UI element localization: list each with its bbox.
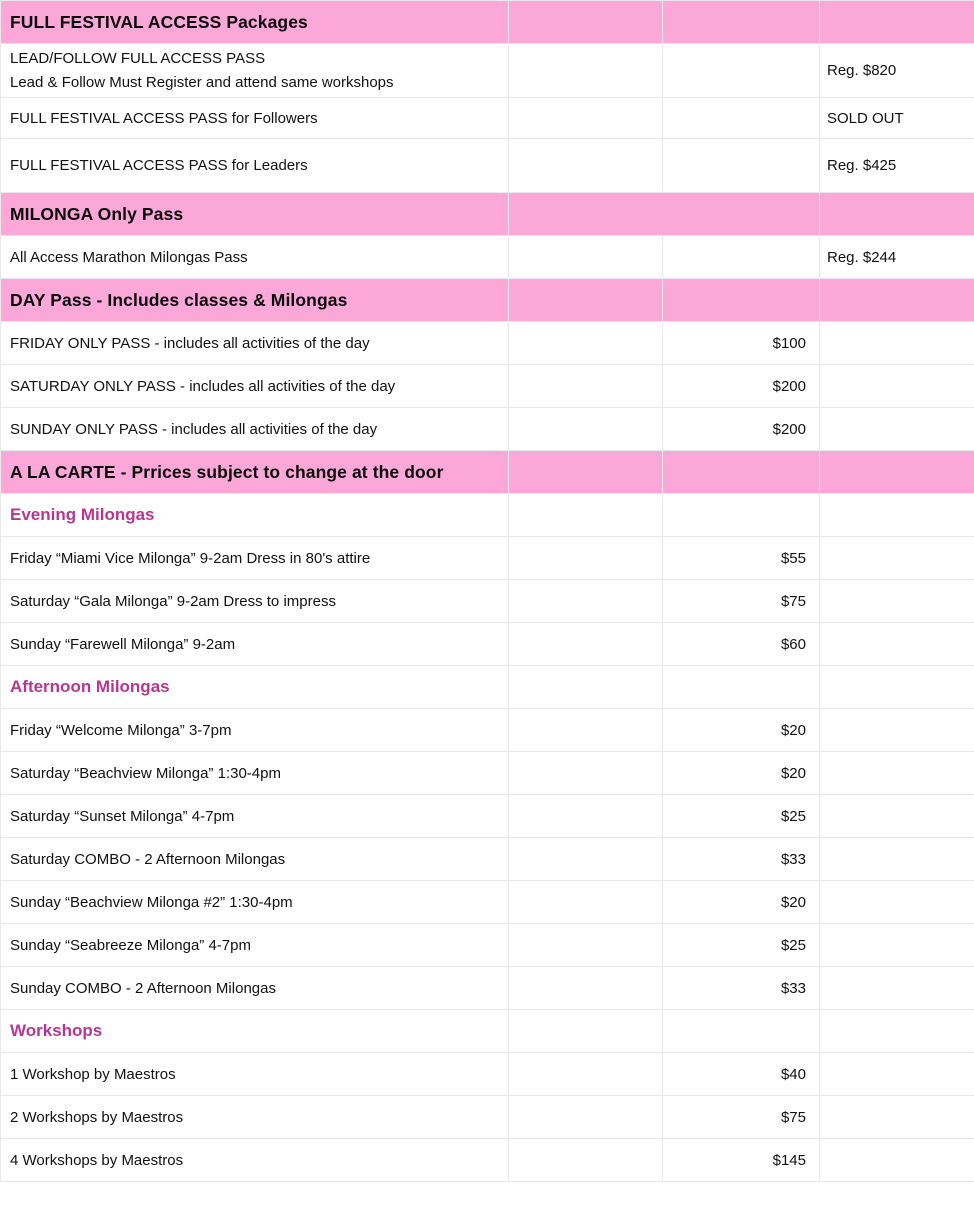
subsection-title-cell: Afternoon Milongas <box>1 666 509 709</box>
price-cell: $75 <box>663 580 820 623</box>
price-cell: $145 <box>663 1139 820 1182</box>
spacer-cell <box>509 494 663 537</box>
price-cell: $100 <box>663 322 820 365</box>
spacer-cell <box>509 709 663 752</box>
item-label-cell: FRIDAY ONLY PASS - includes all activities of the day <box>1 322 509 365</box>
section-title-cell: DAY Pass - Includes classes & Milongas <box>1 279 509 322</box>
table-row <box>1 580 974 623</box>
table-row <box>1 98 974 139</box>
price-cell <box>663 139 820 193</box>
spacer-cell <box>820 1010 974 1053</box>
note-cell <box>820 322 974 365</box>
table-row <box>1 881 974 924</box>
section-title-cell: FULL FESTIVAL ACCESS Packages <box>1 1 509 44</box>
item-label-cell: Sunday COMBO - 2 Afternoon Milongas <box>1 967 509 1010</box>
note-cell: Reg. $244 <box>820 236 974 279</box>
price-cell <box>663 98 820 139</box>
spacer-cell <box>509 752 663 795</box>
spacer-cell <box>509 279 663 322</box>
section-title-cell: MILONGA Only Pass <box>1 193 509 236</box>
note-cell <box>820 537 974 580</box>
table-row <box>1 795 974 838</box>
note-cell <box>820 881 974 924</box>
item-label-cell: FULL FESTIVAL ACCESS PASS for Followers <box>1 98 509 139</box>
spacer-cell <box>509 193 820 236</box>
item-label-line2: Lead & Follow Must Register and attend same workshops <box>10 73 394 91</box>
item-label-cell: Sunday “Farewell Milonga” 9-2am <box>1 623 509 666</box>
note-cell: Reg. $820 <box>820 44 974 98</box>
note-cell <box>820 365 974 408</box>
price-cell <box>663 236 820 279</box>
spacer-cell <box>509 44 663 98</box>
spacer-cell <box>820 666 974 709</box>
item-label-cell: Sunday “Beachview Milonga #2” 1:30-4pm <box>1 881 509 924</box>
spacer-cell <box>509 967 663 1010</box>
note-cell <box>820 924 974 967</box>
note-cell <box>820 795 974 838</box>
section-header-row <box>1 193 974 236</box>
item-label-cell: 2 Workshops by Maestros <box>1 1096 509 1139</box>
spacer-cell <box>509 795 663 838</box>
item-label-cell: 1 Workshop by Maestros <box>1 1053 509 1096</box>
table-row <box>1 44 974 98</box>
note-cell <box>820 408 974 451</box>
note-cell <box>820 967 974 1010</box>
spacer-cell <box>820 193 974 236</box>
table-row <box>1 537 974 580</box>
note-cell <box>820 623 974 666</box>
spacer-cell <box>509 365 663 408</box>
spacer-cell <box>509 623 663 666</box>
subsection-title-cell: Workshops <box>1 1010 509 1053</box>
pricing-table-body <box>1 1 974 1182</box>
spacer-cell <box>509 139 663 193</box>
table-row <box>1 1139 974 1182</box>
spacer-cell <box>820 1 974 44</box>
item-label-cell: FULL FESTIVAL ACCESS PASS for Leaders <box>1 139 509 193</box>
spacer-cell <box>509 1139 663 1182</box>
spacer-cell <box>509 881 663 924</box>
table-row <box>1 924 974 967</box>
spacer-cell <box>663 1 820 44</box>
note-cell <box>820 1053 974 1096</box>
subsection-header-row <box>1 494 974 537</box>
note-cell <box>820 1139 974 1182</box>
item-label-cell: Friday “Miami Vice Milonga” 9-2am Dress in 80's attire <box>1 537 509 580</box>
spacer-cell <box>663 279 820 322</box>
price-cell: $200 <box>663 365 820 408</box>
price-cell: $40 <box>663 1053 820 1096</box>
section-header-row <box>1 1 974 44</box>
table-row <box>1 838 974 881</box>
section-header-row <box>1 279 974 322</box>
item-label-cell: Saturday “Sunset Milonga” 4-7pm <box>1 795 509 838</box>
spacer-cell <box>509 1096 663 1139</box>
spacer-cell <box>509 580 663 623</box>
item-label-cell: Saturday “Beachview Milonga” 1:30-4pm <box>1 752 509 795</box>
price-cell: $75 <box>663 1096 820 1139</box>
item-label-cell: Saturday “Gala Milonga” 9-2am Dress to impress <box>1 580 509 623</box>
price-cell: $20 <box>663 752 820 795</box>
table-row <box>1 365 974 408</box>
table-row <box>1 1053 974 1096</box>
spacer-cell <box>509 322 663 365</box>
note-cell: SOLD OUT <box>820 98 974 139</box>
table-row <box>1 623 974 666</box>
table-row <box>1 322 974 365</box>
note-cell <box>820 752 974 795</box>
table-row <box>1 139 974 193</box>
spacer-cell <box>820 494 974 537</box>
note-cell <box>820 709 974 752</box>
price-cell: $55 <box>663 537 820 580</box>
spacer-cell <box>509 451 663 494</box>
price-cell: $60 <box>663 623 820 666</box>
spacer-cell <box>663 666 820 709</box>
spacer-cell <box>509 1 663 44</box>
spacer-cell <box>509 924 663 967</box>
note-cell <box>820 838 974 881</box>
subsection-header-row <box>1 666 974 709</box>
spacer-cell <box>663 451 820 494</box>
price-cell: $33 <box>663 838 820 881</box>
item-label-cell: SUNDAY ONLY PASS - includes all activities of the day <box>1 408 509 451</box>
table-row <box>1 967 974 1010</box>
price-cell: $20 <box>663 709 820 752</box>
spacer-cell <box>509 666 663 709</box>
spacer-cell <box>820 451 974 494</box>
note-cell: Reg. $425 <box>820 139 974 193</box>
item-label-cell <box>1 44 509 98</box>
table-row <box>1 752 974 795</box>
price-cell: $25 <box>663 795 820 838</box>
price-cell: $25 <box>663 924 820 967</box>
spacer-cell <box>509 1010 663 1053</box>
spacer-cell <box>509 408 663 451</box>
spacer-cell <box>663 1010 820 1053</box>
item-label-cell: All Access Marathon Milongas Pass <box>1 236 509 279</box>
price-cell <box>663 44 820 98</box>
spacer-cell <box>663 494 820 537</box>
price-cell: $200 <box>663 408 820 451</box>
item-label-cell: Friday “Welcome Milonga” 3-7pm <box>1 709 509 752</box>
table-row <box>1 236 974 279</box>
note-cell <box>820 1096 974 1139</box>
subsection-header-row <box>1 1010 974 1053</box>
spacer-cell <box>509 98 663 139</box>
subsection-title-cell: Evening Milongas <box>1 494 509 537</box>
spacer-cell <box>509 537 663 580</box>
note-cell <box>820 580 974 623</box>
spacer-cell <box>820 279 974 322</box>
section-title-cell: A LA CARTE - Prrices subject to change at the door <box>1 451 509 494</box>
table-row <box>1 408 974 451</box>
spacer-cell <box>509 1053 663 1096</box>
item-label-cell: 4 Workshops by Maestros <box>1 1139 509 1182</box>
price-cell: $20 <box>663 881 820 924</box>
table-row <box>1 709 974 752</box>
spacer-cell <box>509 236 663 279</box>
item-label-cell: SATURDAY ONLY PASS - includes all activities of the day <box>1 365 509 408</box>
item-label-cell: Saturday COMBO - 2 Afternoon Milongas <box>1 838 509 881</box>
table-row <box>1 1096 974 1139</box>
item-label-line1: LEAD/FOLLOW FULL ACCESS PASS <box>10 50 266 68</box>
item-label-cell: Sunday “Seabreeze Milonga” 4-7pm <box>1 924 509 967</box>
spacer-cell <box>509 838 663 881</box>
section-header-row <box>1 451 974 494</box>
price-cell: $33 <box>663 967 820 1010</box>
